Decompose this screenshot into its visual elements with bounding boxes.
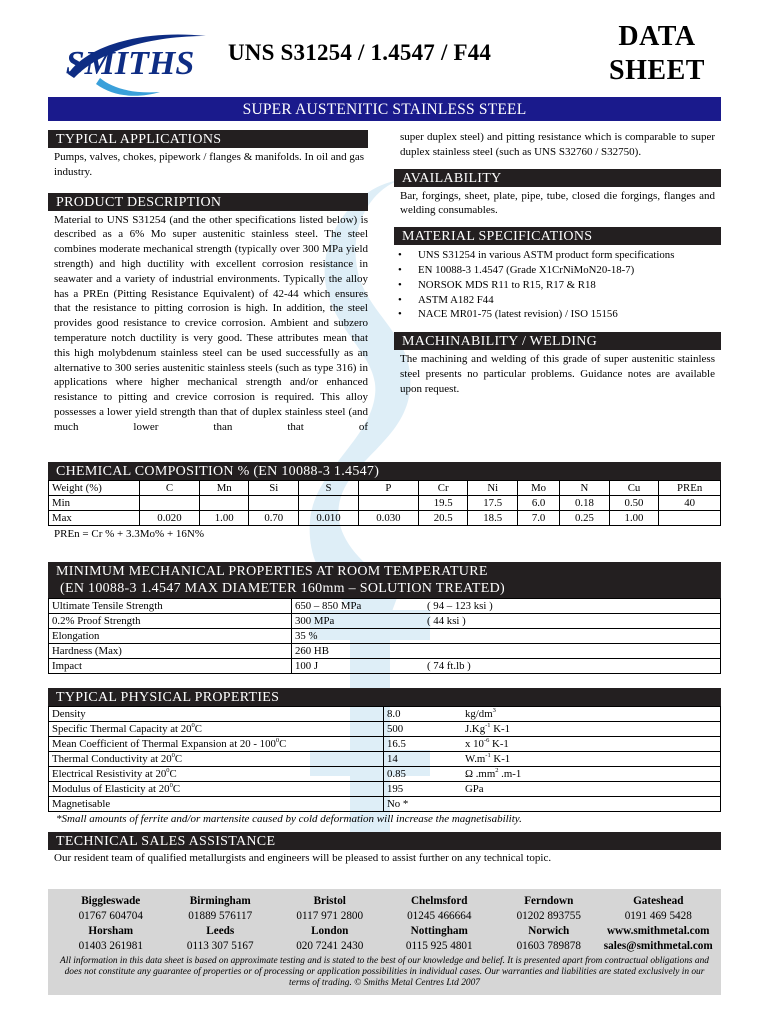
table-cell: Ultimate Tensile Strength [49,599,292,614]
property-name-cell: Modulus of Elasticity at $20^0C$ [49,782,384,797]
table-row [49,629,721,644]
physical-table-body [49,707,721,812]
office-city: Bristol [313,895,346,907]
office-phone: 01603 789878 [516,940,581,952]
property-name-cell: Specific Thermal Capacity at $20^0C$ [49,722,384,737]
smiths-logo [60,22,210,104]
product-description-text: Material to UNS S31254 (and the other specifications listed below) is described as a 6% Mo super austenitic stainless steel. The steel combines moderate mechanical strength (typically over 300 MPa yield strength) and high ductility with excellent corrosion resistance in seawater and a variety of industrial environments. Typically the alloy has a PREn (Pitting Resistance Equivalent) of 42-44 which ensures that the resistance to pitting corrosion is high. In addition, the steel provides good resistance to crevice corrosion. Ambient and subzero temperature notch ductility is very good. These attributes mean that this high molybdenum stainless steel can be used successfully as an alternative to 300 series austenitic stainless steels (such as type 316) in applications where higher mechanical strength and/or enhanced resistance to pitting and crevice corrosion is required. This alloy possesses a lower yield strength than that of duplex stainless steel (and much lower than that of [54,213,368,433]
office-city: London [311,925,349,937]
office-city: www.smithmetal.com [606,925,710,937]
office-phone: 0191 469 5428 [624,910,692,922]
chemical-table [48,480,721,526]
table-cell: 0.50 [609,496,659,511]
chemical-heading: CHEMICAL COMPOSITION % (EN 10088-3 1.4547) [48,462,721,480]
technical-heading: TECHNICAL SALES ASSISTANCE [48,832,721,850]
table-row [49,614,721,629]
disclaimer: All information in this data sheet is based on approximate testing and is stated to the best of our knowledge and belief. It is presented apart from contractual obligations and does not constitute any guarantee of properties or of processing or application possibilities in individual cases. Our warranties and liabilities are stated exclusively in our terms of trading. © Smiths Metal Centres Ltd 2007 [60,956,709,989]
table-cell [299,496,359,511]
table-cell: ( 94 – 123 ksi ) [424,599,721,614]
technical-text: Our resident team of qualified metallurgists and engineers will be pleased to assist further on any technical topic. [54,852,552,864]
table-cell: 300 MPa [292,614,425,629]
table-header-cell: Weight (%) [49,481,140,496]
table-row [49,767,721,782]
table-header-row [49,481,721,496]
data-sheet-label: DATA SHEET [609,21,705,86]
property-unit-cell: $W.m^{-1}$ K-1 [462,752,721,767]
property-value-cell: 195 [384,782,463,797]
office-city: Ferndown [524,895,574,907]
table-cell: ( 74 ft.lb ) [424,659,721,674]
table-cell: Impact [49,659,292,674]
spec-item: • UNS S31254 in various ASTM product form specifications [394,248,691,263]
physical-section [48,688,721,827]
table-row [49,496,721,511]
table-cell [249,496,299,511]
table-row [49,599,721,614]
mechanical-table [48,598,721,674]
property-value-cell: 16.5 [384,737,463,752]
property-value-cell: 8.0 [384,707,463,722]
property-unit-cell: Ω $.mm^2$ .m-1 [462,767,721,782]
left-column [48,130,368,435]
material-specifications-heading: MATERIAL SPECIFICATIONS [394,227,721,245]
spec-item: • NACE MR01-75 (latest revision) / ISO 15156 [394,307,691,322]
property-unit-cell: $kg/dm^3$ [462,707,721,722]
table-cell [424,629,721,644]
table-cell: Hardness (Max) [49,644,292,659]
table-cell: 1.00 [199,511,249,526]
table-cell: 7.0 [518,511,560,526]
pren-formula: PREn = Cr % + 3.3Mo% + 16N% [54,528,204,540]
property-value-cell: 0.85 [384,767,463,782]
table-header-cell: Ni [468,481,518,496]
table-cell [199,496,249,511]
office-phone: 01202 893755 [516,910,581,922]
table-row [49,659,721,674]
office-city: Gateshead [633,895,684,907]
table-row [49,644,721,659]
table-row [49,511,721,526]
spec-item: • NORSOK MDS R11 to R15, R17 & R18 [394,278,691,293]
office-city: Leeds [206,925,235,937]
table-cell [424,644,721,659]
product-description-heading: PRODUCT DESCRIPTION [48,193,368,211]
table-cell: 260 HB [292,644,425,659]
table-cell: 40 [659,496,721,511]
table-header-cell: Mn [199,481,249,496]
table-cell: 0.18 [560,496,610,511]
property-unit-cell: $J.Kg^{-1}$ K-1 [462,722,721,737]
table-cell: 1.00 [609,511,659,526]
property-value-cell: 500 [384,722,463,737]
table-row [49,782,721,797]
office-phone: 0113 307 5167 [186,940,254,952]
office-phone: sales@smithmetal.com [603,940,713,952]
table-header-cell: Si [249,481,299,496]
table-cell: 18.5 [468,511,518,526]
table-cell: 100 J [292,659,425,674]
table-row [49,797,721,812]
property-name-cell: Mean Coefficient of Thermal Expansion at $20 - 100^0C$ [49,737,384,752]
table-row [49,752,721,767]
availability-heading: AVAILABILITY [394,169,721,187]
table-row [49,707,721,722]
property-name-cell: Magnetisable [49,797,384,812]
property-name-cell: Thermal Conductivity at $20^0C$ [49,752,384,767]
table-header-cell: S [299,481,359,496]
table-header-cell: C [140,481,200,496]
property-unit-cell: x $10^{-6}$ K-1 [462,737,721,752]
table-header-cell: Cr [418,481,468,496]
offices-grid [48,889,721,952]
office-phone: 01403 261981 [78,940,143,952]
physical-table [48,706,721,812]
table-cell [358,496,418,511]
office-city: Birmingham [189,895,251,907]
table-cell: 0.010 [299,511,359,526]
technical-section [48,832,721,866]
material-banner: SUPER AUSTENITIC STAINLESS STEEL [48,97,721,121]
table-cell: 0.020 [140,511,200,526]
chemical-section [48,462,721,542]
table-cell: Elongation [49,629,292,644]
svg-text:SMITHS: SMITHS [65,45,195,82]
typical-applications-text: Pumps, valves, chokes, pipework / flanges & manifolds. In oil and gas industry. [54,151,365,178]
physical-heading: TYPICAL PHYSICAL PROPERTIES [48,688,721,706]
material-specifications-list [394,248,721,322]
table-cell [659,511,721,526]
office-phone: 020 7241 2430 [296,940,364,952]
table-cell: Min [49,496,140,511]
table-cell: ( 44 ksi ) [424,614,721,629]
mechanical-section [48,562,721,674]
table-header-cell: Mo [518,481,560,496]
property-value-cell: 14 [384,752,463,767]
table-cell: 0.030 [358,511,418,526]
table-cell: 20.5 [418,511,468,526]
property-name-cell: Density [49,707,384,722]
office-phone: 01889 576117 [188,910,253,922]
spec-item: • ASTM A182 F44 [394,293,691,308]
office-city: Chelmsford [410,895,468,907]
machinability-heading: MACHINABILITY / WELDING [394,332,721,350]
product-description-continued: super duplex steel) and pitting resistance which is comparable to super duplex stainless steel (such as UNS S32760 / S32750). [400,131,715,158]
table-header-cell: PREn [659,481,721,496]
table-cell: 6.0 [518,496,560,511]
mechanical-heading: MINIMUM MECHANICAL PROPERTIES AT ROOM TEMPERATURE (EN 10088-3 1.4547 MAX DIAMETER 160mm – SOLUTION TREATED) [48,562,721,598]
machinability-text: The machining and welding of this grade of super austenitic stainless steel presents no particular problems. Guidance notes are available upon request. [400,353,715,395]
table-header-cell: N [560,481,610,496]
property-unit-cell [462,797,721,812]
office-phone: 01767 604704 [78,910,143,922]
document-title: UNS S31254 / 1.4547 / F44 [228,40,492,65]
right-column [394,130,721,397]
property-unit-cell: GPa [462,782,721,797]
office-city: Biggleswade [81,895,141,907]
table-cell: Max [49,511,140,526]
footer [48,889,721,995]
property-value-cell: No * [384,797,463,812]
table-header-cell: Cu [609,481,659,496]
table-cell: 35 % [292,629,425,644]
table-cell: 19.5 [418,496,468,511]
office-city: Nottingham [410,925,468,937]
property-name-cell: Electrical Resistivity at $20^0C$ [49,767,384,782]
office-phone: 01245 466664 [407,910,472,922]
table-cell: 0.25 [560,511,610,526]
office-phone: 0117 971 2800 [296,910,364,922]
table-row [49,722,721,737]
spec-item: • EN 10088-3 1.4547 (Grade X1CrNiMoN20-18-7) [394,263,691,278]
typical-applications-heading: TYPICAL APPLICATIONS [48,130,368,148]
office-city: Norwich [528,925,570,937]
table-cell: 0.2% Proof Strength [49,614,292,629]
table-cell: 650 – 850 MPa [292,599,425,614]
table-cell: 17.5 [468,496,518,511]
office-phone: 0115 925 4801 [405,940,473,952]
availability-text: Bar, forgings, sheet, plate, pipe, tube, closed die forgings, flanges and welding consumables. [400,189,715,217]
table-header-cell: P [358,481,418,496]
table-row [49,737,721,752]
table-cell [140,496,200,511]
office-city: Horsham [88,925,134,937]
magnetisability-note: *Small amounts of ferrite and/or martensite caused by cold deformation will increase the magnetisability. [56,813,522,825]
table-cell: 0.70 [249,511,299,526]
